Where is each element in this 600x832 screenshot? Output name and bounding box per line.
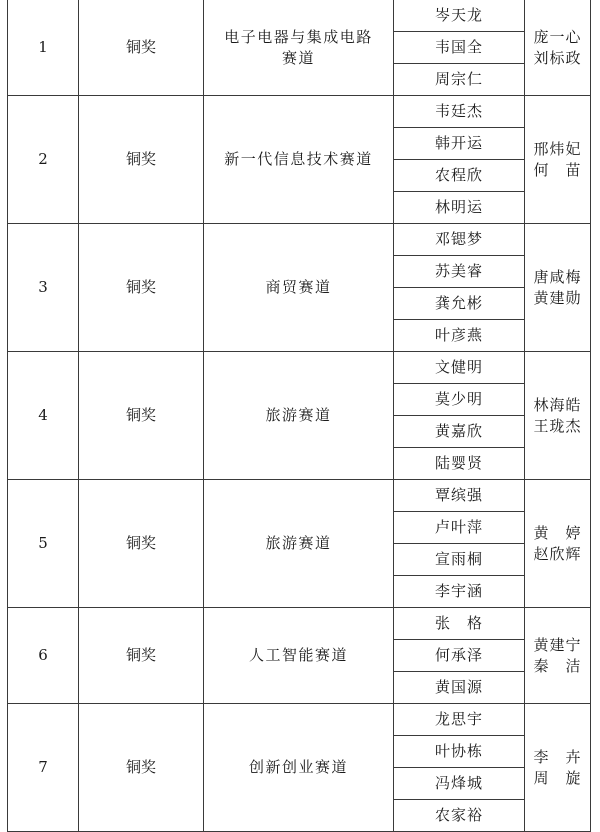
track-line: 赛道 [281,48,315,67]
table-row [8,0,591,32]
award-level: 铜奖 [79,608,204,704]
competition-track [204,352,394,480]
team-member-name: 莫少明 [394,384,525,416]
team-member-name: 岑天龙 [394,0,525,32]
team-member-name: 宣雨桐 [394,544,525,576]
team-member-name: 何承泽 [394,640,525,672]
team-member-name: 邓锶梦 [394,224,525,256]
team-member-name: 覃缤强 [394,480,525,512]
advisor-name: 李 卉 [533,748,582,767]
track-line: 旅游赛道 [265,406,332,425]
competition-track [204,480,394,608]
team-member-name: 苏美睿 [394,256,525,288]
advisor-name: 黄 婷 [533,524,582,543]
competition-track [204,96,394,224]
team-member-name: 李宇涵 [394,576,525,608]
team-member-name: 龚允彬 [394,288,525,320]
advisor-name: 黄建宁 [533,636,582,655]
advisor-names [525,96,591,224]
advisor-name: 庞一心 [533,28,582,47]
team-member-name: 文健明 [394,352,525,384]
row-number: 2 [8,96,79,224]
advisor-name: 王珑杰 [533,416,582,435]
row-number: 7 [8,704,79,832]
team-member-name: 卢叶萍 [394,512,525,544]
team-member-name: 农程欣 [394,160,525,192]
team-member-name: 韦国全 [394,32,525,64]
award-level: 铜奖 [79,352,204,480]
team-member-name: 冯烽城 [394,768,525,800]
award-level: 铜奖 [79,704,204,832]
team-member-name: 龙思宇 [394,704,525,736]
award-level: 铜奖 [79,224,204,352]
team-member-name: 黄嘉欣 [394,416,525,448]
competition-track [204,0,394,96]
advisor-names [525,224,591,352]
row-number: 4 [8,352,79,480]
advisor-names [525,352,591,480]
advisor-name: 赵欣辉 [533,544,582,563]
table-row [8,480,591,512]
table-row [8,96,591,128]
track-line: 电子电器与集成电路 [224,28,373,47]
team-member-name: 韦廷杰 [394,96,525,128]
row-number: 6 [8,608,79,704]
table-row [8,352,591,384]
award-table-body [8,0,591,832]
track-line: 创新创业赛道 [248,758,348,777]
table-row [8,704,591,736]
advisor-name: 邢炜妃 [533,140,582,159]
advisor-name: 唐咸梅 [533,268,582,287]
table-row [8,608,591,640]
advisor-names [525,0,591,96]
track-line: 商贸赛道 [265,278,332,297]
team-member-name: 林明运 [394,192,525,224]
team-member-name: 张 格 [394,608,525,640]
team-member-name: 黄国源 [394,672,525,704]
advisor-names [525,704,591,832]
advisor-name: 黄建勋 [533,288,582,307]
row-number: 3 [8,224,79,352]
team-member-name: 周宗仁 [394,64,525,96]
table-row [8,224,591,256]
award-level: 铜奖 [79,0,204,96]
team-member-name: 农家裕 [394,800,525,832]
track-line: 人工智能赛道 [248,646,348,665]
advisor-names [525,608,591,704]
award-level: 铜奖 [79,480,204,608]
advisor-names [525,480,591,608]
advisor-name: 林海皓 [533,396,582,415]
competition-track [204,704,394,832]
row-number: 5 [8,480,79,608]
track-line: 新一代信息技术赛道 [224,150,373,169]
competition-track [204,608,394,704]
team-member-name: 叶彦燕 [394,320,525,352]
team-member-name: 陆婴贤 [394,448,525,480]
row-number: 1 [8,0,79,96]
advisor-name: 何 苗 [533,160,582,179]
advisor-name: 秦 洁 [533,656,582,675]
advisor-name: 周 旋 [533,768,582,787]
award-level: 铜奖 [79,96,204,224]
competition-track [204,224,394,352]
award-table [7,0,591,832]
team-member-name: 韩开运 [394,128,525,160]
track-line: 旅游赛道 [265,534,332,553]
team-member-name: 叶协栋 [394,736,525,768]
advisor-name: 刘标政 [533,48,582,67]
